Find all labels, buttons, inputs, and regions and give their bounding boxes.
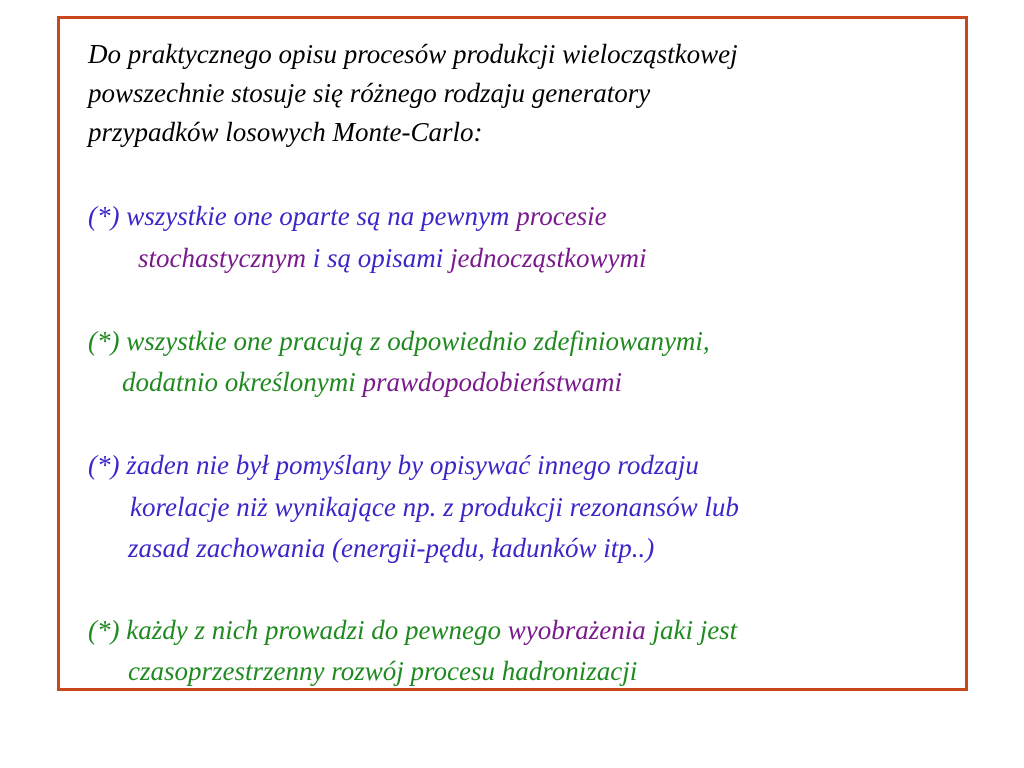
bullet-4-line-2: czasoprzestrzenny rozwój procesu hadronizacji	[128, 656, 638, 686]
intro-line-2: powszechnie stosuje się różnego rodzaju generatory	[88, 78, 651, 108]
bullet-3-line-2: korelacje niż wynikające np. z produkcji rezonansów lub	[130, 492, 739, 522]
bullet-1-line-2	[138, 240, 646, 276]
intro-line-3: przypadków losowych Monte-Carlo:	[88, 117, 483, 147]
bullet-1-line-1	[88, 198, 607, 234]
bullet-2-term-prawdopodobienstwami: prawdopodobieństwami	[362, 367, 622, 397]
bullet-3-line-1: (*) żaden nie był pomyślany by opisywać innego rodzaju	[88, 450, 699, 480]
bullet-1-text-a: (*) wszystkie one oparte są na pewnym	[88, 201, 517, 231]
bullet-4-line-1	[88, 612, 737, 648]
bullet-4-text-a: (*) każdy z nich prowadzi do pewnego	[88, 615, 508, 645]
bullet-2-line-2	[122, 364, 622, 400]
bullet-2-line-1: (*) wszystkie one pracują z odpowiednio zdefiniowanymi,	[88, 326, 710, 356]
bullet-4-text-c: jaki jest	[645, 615, 738, 645]
intro-line-1: Do praktycznego opisu procesów produkcji wielocząstkowej	[88, 39, 738, 69]
bullet-1-term-stochastycznym: stochastycznym	[138, 243, 313, 273]
bullet-3-line-3: zasad zachowania (energii-pędu, ładunków itp..)	[128, 533, 655, 563]
bullet-1-text-b: i są opisami	[312, 243, 450, 273]
bullet-1-term-jednoczastkowymi: jednocząstkowymi	[450, 243, 647, 273]
bullet-2-text-a: dodatnio określonymi	[122, 367, 363, 397]
bullet-1-term-procesie: procesie	[516, 201, 607, 231]
bullet-4-term-wyobrazenia: wyobrażenia	[507, 615, 646, 645]
